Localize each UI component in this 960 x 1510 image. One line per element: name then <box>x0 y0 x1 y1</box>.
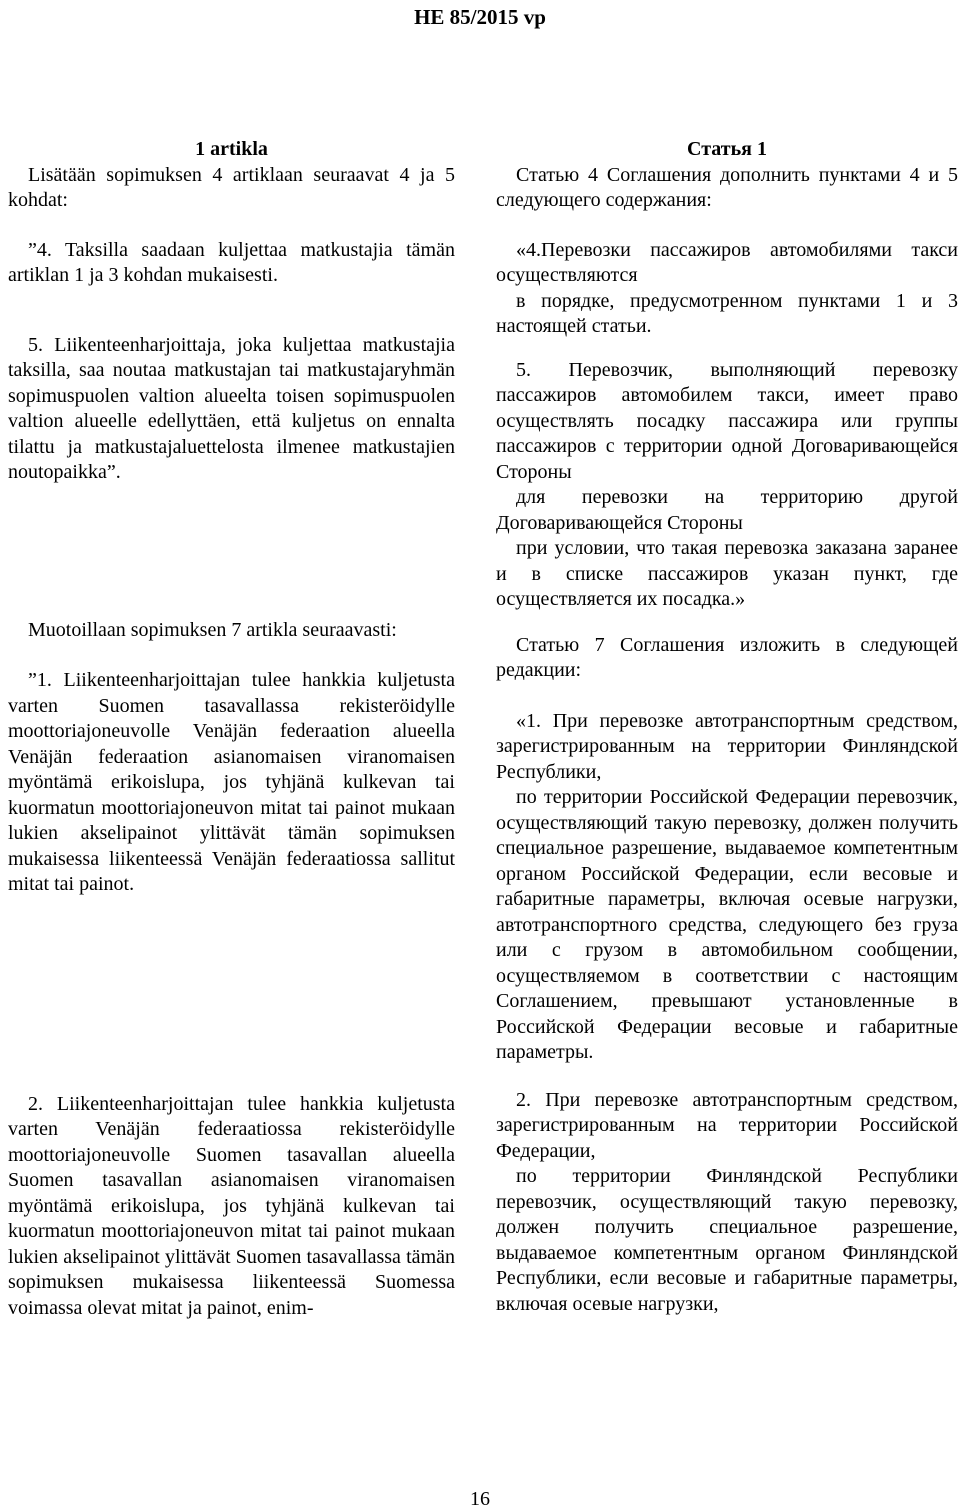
amend-7-ru: Статью 7 Соглашения изложить в следующей редакции: <box>496 633 958 681</box>
point-4-ru-b: в порядке, предусмотренном пунктами 1 и 3 настоящей статьи. <box>496 289 958 337</box>
document-header: HE 85/2015 vp <box>414 5 546 29</box>
point-4-ru-a: «4.Перевозки пассажиров автомобилями такси осуществляются <box>496 238 958 286</box>
point-5-fi: 5. Liikenteenharjoittaja, joka kuljettaa matkustajia taksilla, saa noutaa matkustajan tai matkustajaryhmän sopimuspuolen valtion alueelta toisen sopimuspuolen valtion alueelle edellyttäen, että kuljetus on ennalta tilattu ja matkustajaluettelosta ilmenee matkustajien noutopaikka”. <box>8 333 455 483</box>
article-7-point-2-ru-b: по территории Финляндской Республики перевозчик, осуществляющий такую перевозку, должен получить специальное разрешение, выдаваемое компетентным органом Финляндской Республики, если весовые и габаритные параметры, включая осевые нагрузки, <box>496 1165 958 1315</box>
finnish-column <box>8 137 455 1321</box>
intro-ru: Статью 4 Соглашения дополнить пунктами 4 и 5 следующего содержания: <box>496 163 958 211</box>
article-7-point-2-ru-a: 2. При перевозке автотранспортным средством, зарегистрированным на территории Российской Федерации, <box>496 1088 958 1162</box>
article-heading-ru: Статья 1 <box>687 138 767 160</box>
intro-fi: Lisätään sopimuksen 4 artiklaan seuraavat 4 ja 5 kohdat: <box>8 163 455 211</box>
article-7-point-1-ru-a: «1. При перевозке автотранспортным средством, зарегистрированным на территории Финляндской Республики, <box>496 709 958 783</box>
article-7-point-1-ru-b: по территории Российской Федерации перевозчик, осуществляющий такую перевозку, должен получить специальное разрешение, выдаваемое компетентным органом Российской Федерации, если весовые и габаритные параметры, включая осевые нагрузки, автотранспортного средства, следующего без груза или с грузом в автомобильном сообщении, осуществляемом в соответствии с настоящим Соглашением, превышают установленные в Российской Федерации весовые и габаритные параметры. <box>496 786 958 1063</box>
amend-7-fi: Muotoillaan sopimuksen 7 artikla seuraavasti: <box>28 618 397 641</box>
article-7-point-2-fi: 2. Liikenteenharjoittajan tulee hankkia kuljetusta varten Venäjän federaatiossa rekisteröidylle moottoriajoneuvolle Suomen tasavallan alueella Suomen tasavallan asianomaisen viranomaisen myöntämä erikoislupa, jos tyhjänä kulkevan tai kuormatun moottoriajoneuvon mitat tai painot mukaan lukien akselipainot ylittävät Suomen tasavallassa tämän sopimuksen mukaisessa liikenteessä Suomessa voimassa olevat mitat ja painot, enim- <box>8 1092 455 1319</box>
russian-column <box>496 137 958 1317</box>
point-5-ru-b: для перевозки на территорию другой Договаривающейся Стороны <box>496 486 958 534</box>
point-5-ru-c: при условии, что такая перевозка заказана заранее и в списке пассажиров указан пункт, где осуществляется их посадка.» <box>496 537 958 610</box>
page-number: 16 <box>470 1488 490 1510</box>
article-7-point-1-fi: ”1. Liikenteenharjoittajan tulee hankkia kuljetusta varten Suomen tasavallassa rekisteröidylle moottoriajoneuvolle Venäjän federaation alueella Venäjän federaation asianomaisen viranomaisen myöntämä erikoislupa, jos tyhjänä kulkevan tai kuormatun moottoriajoneuvon mitat tai painot mukaan lukien akselipainot ylittävät tämän sopimuksen mukaisessa liikenteessä Venäjän federaatiossa sallitut mitat tai painot. <box>8 669 455 895</box>
article-heading-fi: 1 artikla <box>195 138 268 160</box>
point-4-fi: ”4. Taksilla saadaan kuljettaa matkustajia tämän artiklan 1 ja 3 kohdan mukaisesti. <box>8 238 455 286</box>
point-5-ru-a: 5. Перевозчик, выполняющий перевозку пассажиров автомобилем такси, имеет право осуществлять посадку пассажира или группы пассажиров с территории одной Договаривающейся Стороны <box>496 358 958 483</box>
